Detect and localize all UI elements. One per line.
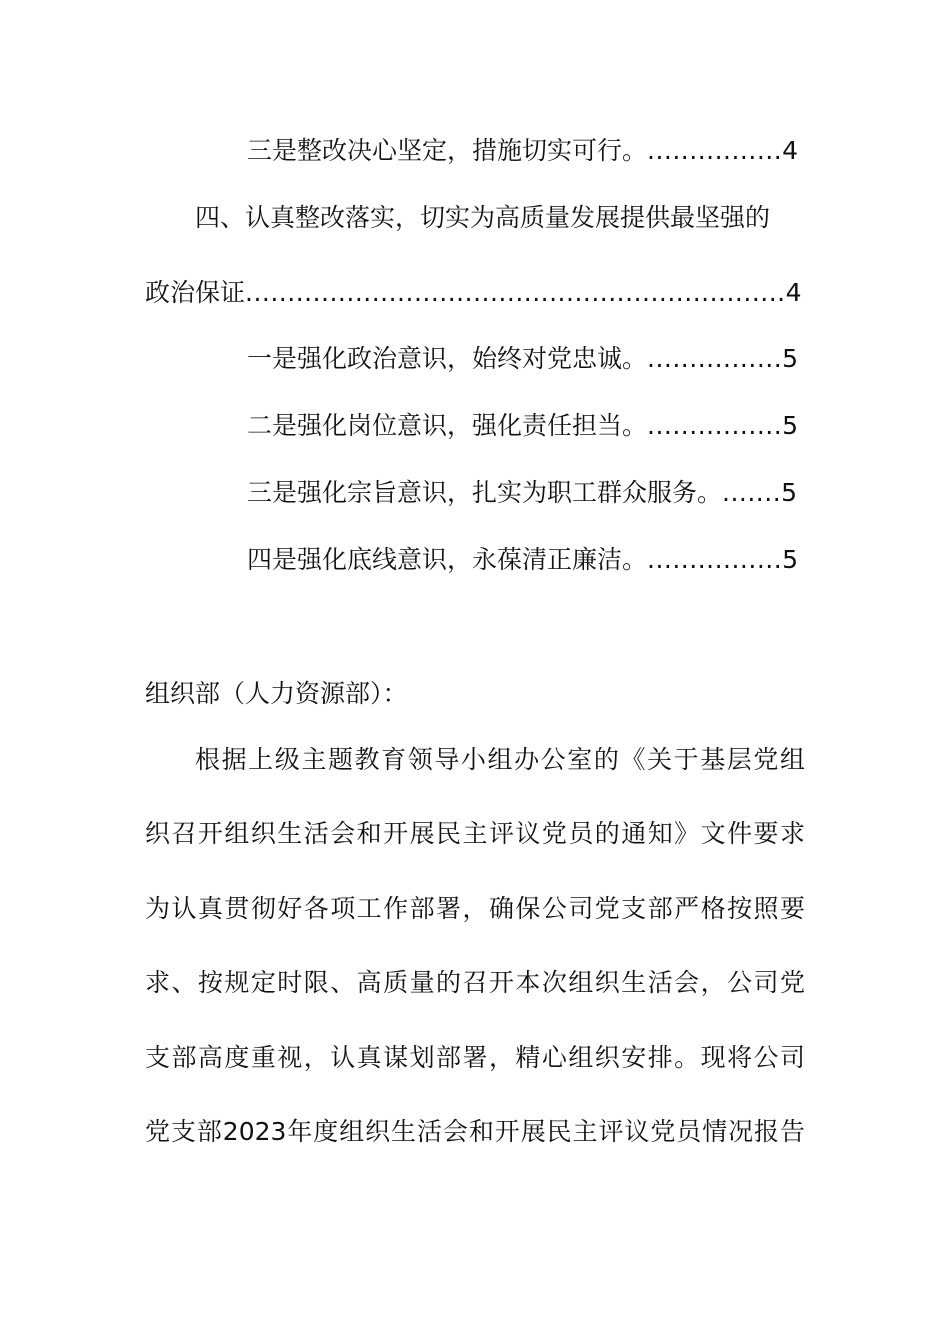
toc-entry-text: 政治保证 xyxy=(145,278,246,307)
toc-leader-dots: ................ xyxy=(647,136,783,165)
salutation: 组织部（人力资源部）： xyxy=(145,679,408,708)
toc-entry[interactable] xyxy=(247,342,798,376)
toc-leader-dots: ................ xyxy=(647,344,783,373)
toc-leader-dots: ................ xyxy=(647,545,783,574)
toc-entry-text: 四、认真整改落实，切实为高质量发展提供最坚强的 xyxy=(195,203,771,232)
toc-page-number: 5 xyxy=(782,344,799,373)
toc-entry[interactable] xyxy=(145,276,802,310)
toc-entry-text: 三是整改决心坚定，措施切实可行。 xyxy=(247,136,648,165)
toc-entry[interactable] xyxy=(247,476,797,510)
toc-leader-dots: ................................................................ xyxy=(245,278,786,307)
paragraph-line: 根据上级主题教育领导小组办公室的《关于基层党组 xyxy=(195,745,805,774)
toc-page-number: 4 xyxy=(785,278,802,307)
toc-entry-text: 二是强化岗位意识，强化责任担当。 xyxy=(247,411,648,440)
toc-entry-text: 一是强化政治意识，始终对党忠诚。 xyxy=(247,344,648,373)
toc-entry-text: 三是强化宗旨意识，扎实为职工群众服务。 xyxy=(247,478,723,507)
toc-page-number: 5 xyxy=(781,478,798,507)
paragraph-line: 支部高度重视，认真谋划部署，精心组织安排。现将公司 xyxy=(145,1043,805,1072)
toc-page-number: 5 xyxy=(782,545,799,574)
toc-entry[interactable] xyxy=(247,409,798,443)
paragraph-line: 织召开组织生活会和开展民主评议党员的通知》文件要求 xyxy=(145,819,805,848)
toc-entry-text: 四是强化底线意识，永葆清正廉洁。 xyxy=(247,545,648,574)
paragraph-line: 党支部2023年度组织生活会和开展民主评议党员情况报告 xyxy=(145,1117,805,1146)
toc-page-number: 5 xyxy=(782,411,799,440)
toc-leader-dots: ................ xyxy=(647,411,783,440)
paragraph-line: 为认真贯彻好各项工作部署，确保公司党支部严格按照要 xyxy=(145,894,805,923)
toc-leader-dots: ....... xyxy=(722,478,782,507)
toc-entry[interactable] xyxy=(247,134,798,168)
toc-page-number: 4 xyxy=(782,136,799,165)
toc-entry[interactable] xyxy=(247,543,798,577)
toc-entry[interactable] xyxy=(195,201,770,235)
paragraph-line: 求、按规定时限、高质量的召开本次组织生活会，公司党 xyxy=(145,968,805,997)
